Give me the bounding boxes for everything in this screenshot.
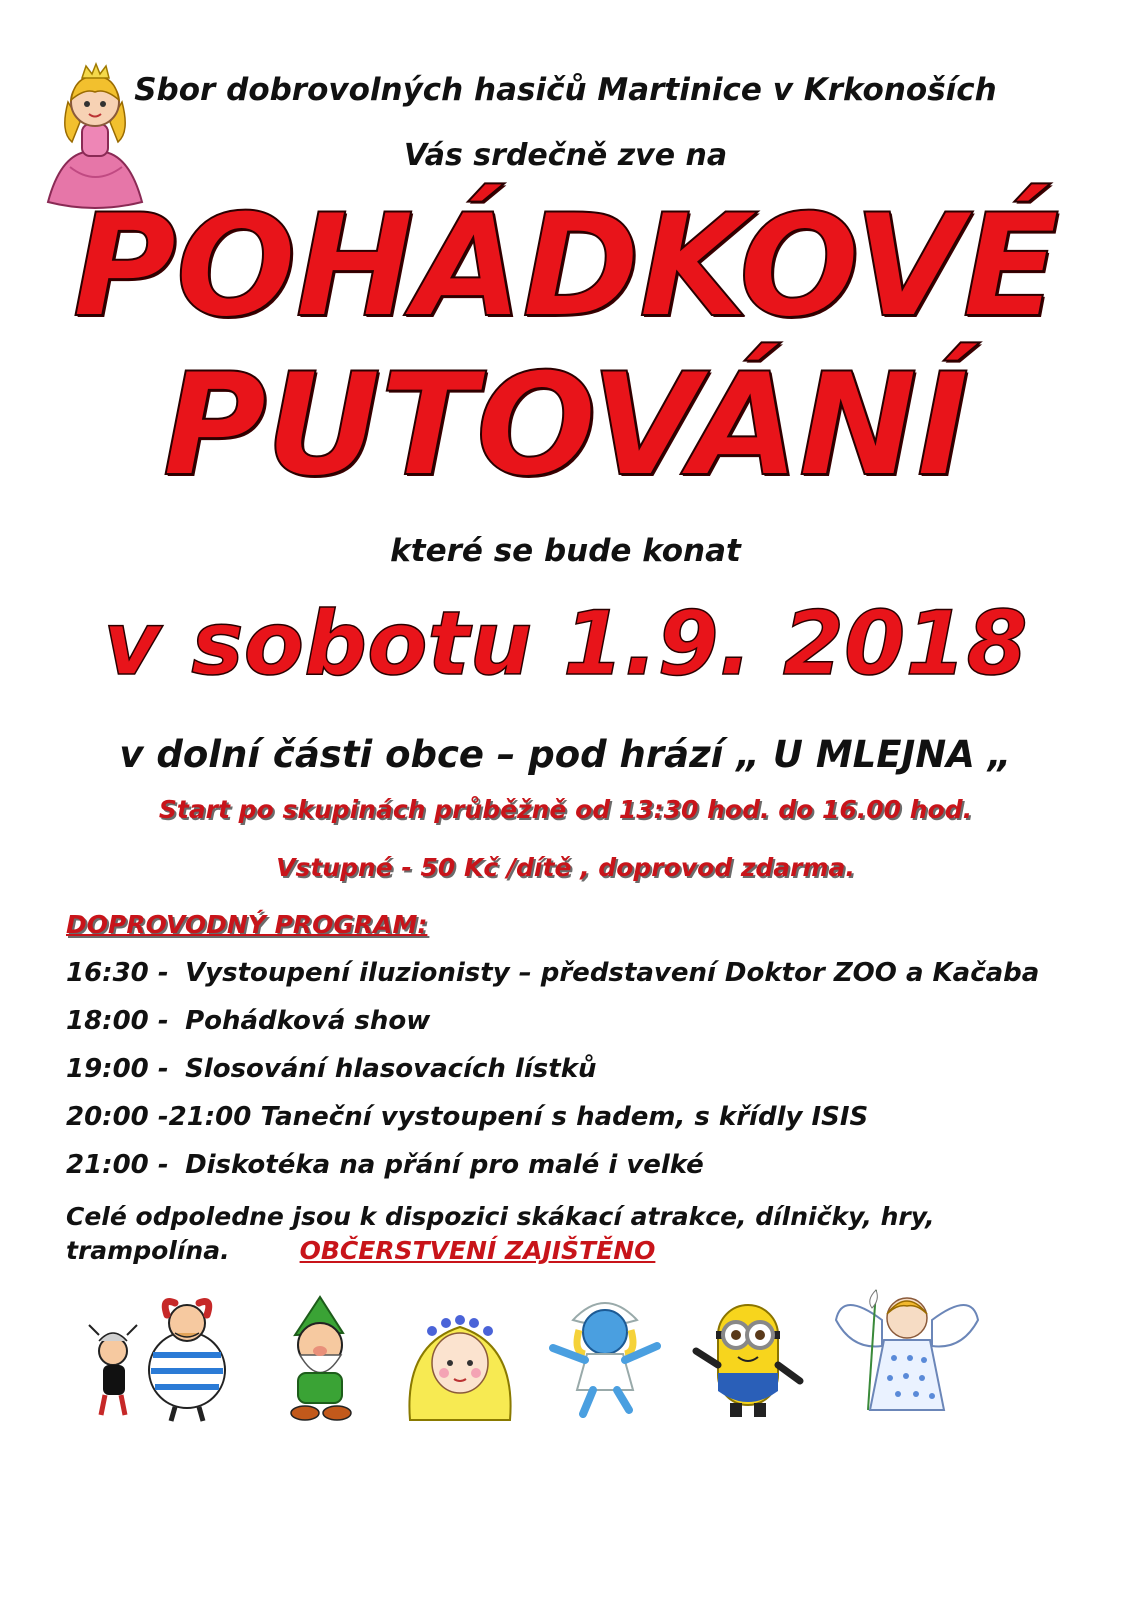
organizer-text: Sbor dobrovolných hasičů Martinice v Krkonoších <box>134 72 997 108</box>
program-item-text: Diskotéka na přání pro malé i velké <box>185 1150 704 1180</box>
flower-girl-icon <box>398 1305 523 1425</box>
program-item <box>66 1150 704 1180</box>
program-item <box>66 1102 868 1132</box>
program-item <box>66 1054 597 1084</box>
event-title-line2: PUTOVÁNÍ <box>162 343 969 508</box>
program-item-time: 20:00 -21:00 <box>66 1102 252 1132</box>
minion-icon <box>688 1295 808 1425</box>
program-item-time: 21:00 - <box>66 1150 169 1180</box>
smurfette-icon <box>545 1290 665 1420</box>
start-info: Start po skupinách průběžně od 13:30 hod. do 16.00 hod. <box>158 795 973 824</box>
held-text: které se bude konat <box>390 533 741 569</box>
program-item <box>66 958 1039 988</box>
program-item-time: 16:30 - <box>66 958 169 988</box>
event-location: v dolní části obce – pod hrází „ U MLEJNA „ <box>119 733 1012 776</box>
footer-text: Celé odpoledne jsou k dispozici skákací atrakce, dílničky, hry, trampolína. <box>66 1202 935 1265</box>
event-date: v sobotu 1.9. 2018 <box>103 592 1028 695</box>
program-item-text: Pohádková show <box>185 1006 431 1036</box>
program-item-time: 18:00 - <box>66 1006 169 1036</box>
program-item-text: Taneční vystoupení s hadem, s křídly ISIS <box>260 1102 869 1132</box>
program-item-text: Vystoupení iluzionisty – představení Doktor ZOO a Kačaba <box>185 958 1040 988</box>
program-title: DOPROVODNÝ PROGRAM: <box>66 910 428 939</box>
invitation-text: Vás srdečně zve na <box>403 138 728 173</box>
program-item-time: 19:00 - <box>66 1054 169 1084</box>
refreshments-note: OBČERSTVENÍ ZAJIŠTĚNO <box>299 1236 656 1265</box>
asterix-obelix-icon <box>75 1285 235 1425</box>
angel-icon <box>832 1280 982 1425</box>
program-footer <box>66 1200 1076 1268</box>
program-item-text: Slosování hlasovacích lístků <box>185 1054 597 1084</box>
program-item <box>66 1006 430 1036</box>
dwarf-icon <box>265 1295 375 1425</box>
event-title-line1: POHÁDKOVÉ <box>72 184 1059 349</box>
entry-fee: Vstupné - 50 Kč /dítě , doprovod zdarma. <box>276 853 855 882</box>
